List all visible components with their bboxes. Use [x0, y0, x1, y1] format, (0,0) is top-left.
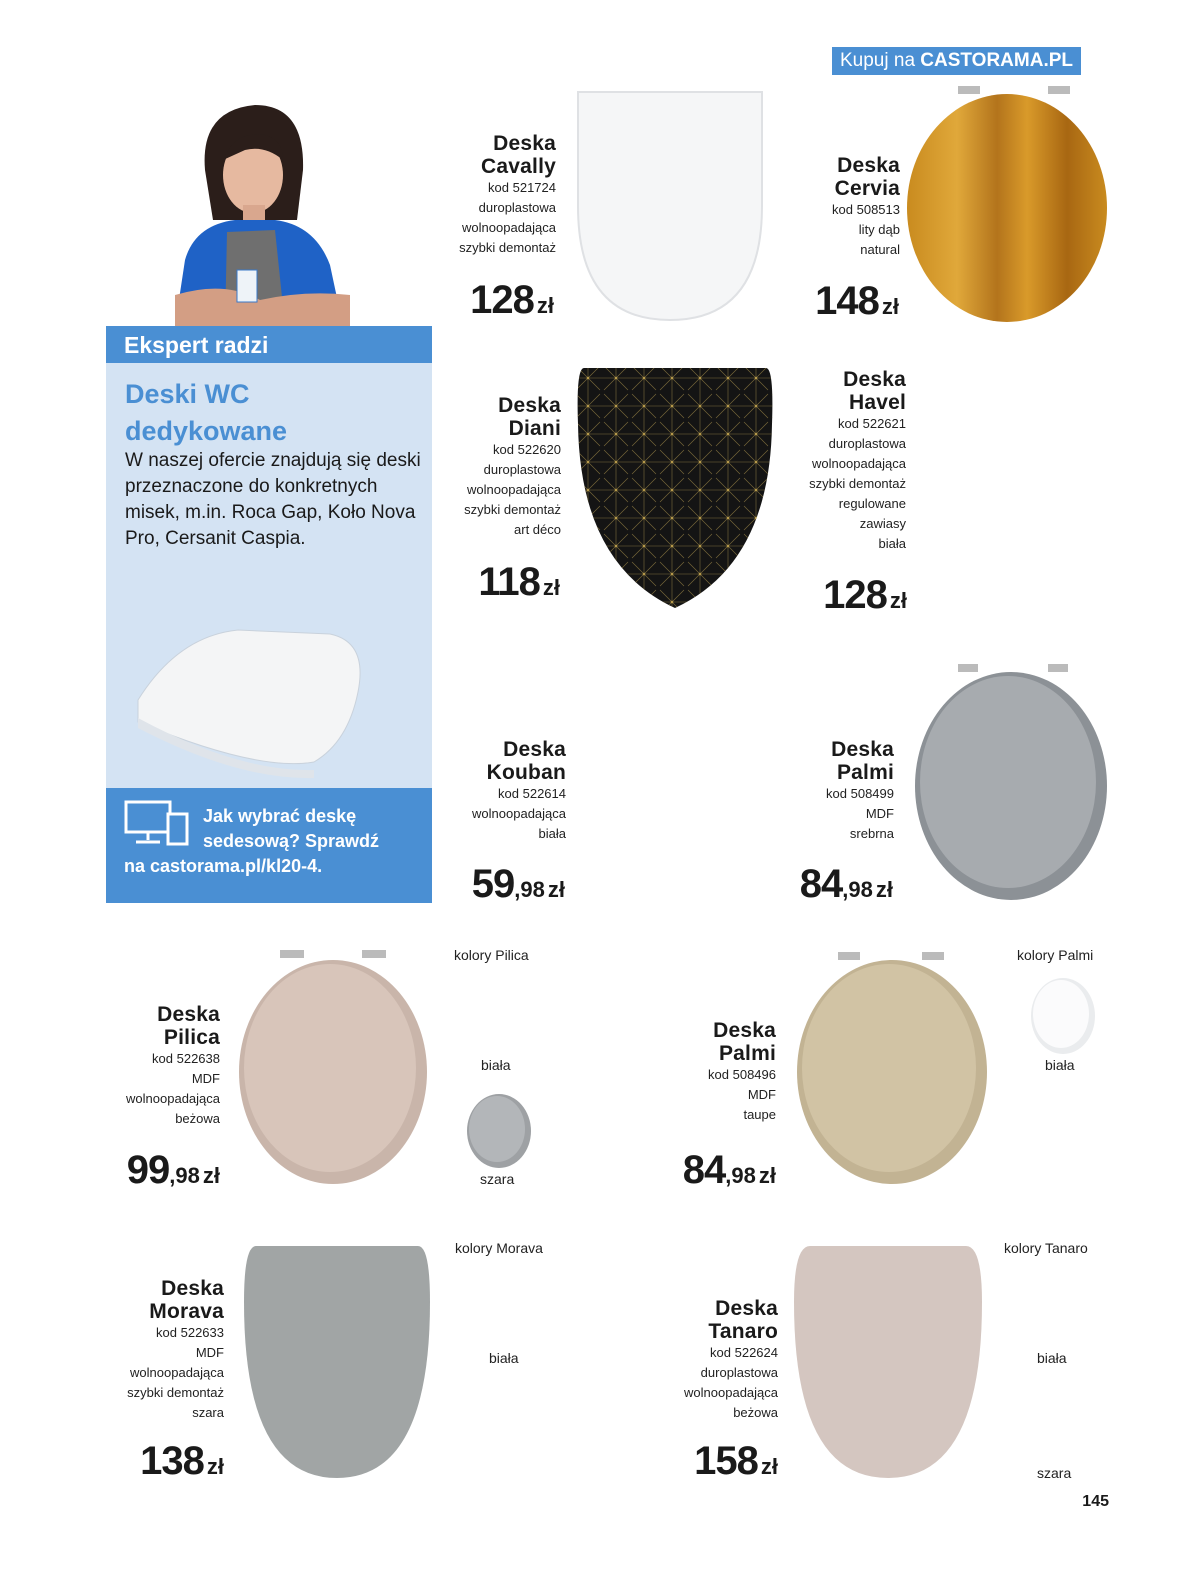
product-detail: art déco [514, 522, 561, 537]
price-pilica [127, 1148, 220, 1193]
badge-prefix: Kupuj na [840, 50, 921, 71]
product-tanaro[interactable] [684, 1297, 778, 1423]
price-cervia [815, 279, 899, 324]
color-option-morava-1: biała [489, 1350, 519, 1366]
seat-image-palmi-silver [912, 662, 1110, 904]
price-currency: zł [547, 877, 565, 902]
product-detail: wolnoopadająca [130, 1365, 224, 1380]
product-detail: szybki demontaż [464, 502, 561, 517]
page-number: 145 [1082, 1493, 1109, 1510]
price-decimal: ,98 [514, 877, 545, 902]
seat-image-palmi-taupe [794, 950, 990, 1188]
product-detail: beżowa [175, 1111, 220, 1126]
product-detail: beżowa [733, 1405, 778, 1420]
product-detail: MDF [191, 1071, 220, 1086]
product-detail: wolnoopadająca [126, 1091, 220, 1106]
dedicated-seat-image [118, 622, 378, 782]
product-detail: MDF [865, 806, 894, 821]
price-integer: 99 [126, 1148, 170, 1192]
price-havel [823, 573, 907, 618]
product-name: Deska [493, 132, 556, 155]
product-cervia[interactable] [832, 154, 900, 260]
product-code: kod 522620 [493, 442, 561, 457]
product-detail: srebrna [849, 826, 894, 841]
product-detail: zawiasy [859, 516, 906, 531]
price-currency: zł [202, 1163, 220, 1188]
colors-label-tanaro: kolory Tanaro [1004, 1240, 1088, 1256]
product-detail: wolnoopadająca [467, 482, 561, 497]
expert-body: W naszej ofercie znajdują się deski przeznaczone do konkretnych misek, m.in. Roca Gap, Koło Nova Pro, Cersanit Caspia. [125, 450, 421, 549]
seat-image-cavally [570, 86, 770, 324]
seat-image-cervia [904, 84, 1110, 324]
price-palmi-silver [800, 862, 893, 907]
price-integer: 59 [471, 862, 515, 906]
product-detail: lity dąb [858, 222, 900, 237]
product-name: Kouban [486, 761, 566, 784]
product-diani[interactable] [464, 394, 561, 540]
product-detail: MDF [195, 1345, 224, 1360]
seat-image-pilica [236, 948, 430, 1188]
color-swatch-pilica-grey[interactable] [464, 1090, 534, 1170]
colors-label-morava: kolory Morava [455, 1240, 543, 1256]
price-integer: 84 [682, 1148, 726, 1192]
price-tanaro [694, 1439, 778, 1484]
product-detail: duroplastowa [478, 200, 556, 215]
product-name: Deska [843, 368, 906, 391]
product-detail: duroplastowa [700, 1365, 778, 1380]
product-code: kod 522621 [838, 416, 906, 431]
product-morava[interactable] [127, 1277, 224, 1423]
product-detail: biała [538, 826, 566, 841]
footer-line-3: na castorama.pl/kl20-4. [124, 856, 323, 876]
price-integer: 138 [140, 1439, 204, 1483]
expert-advice-box [106, 326, 432, 903]
price-cavally [470, 278, 554, 323]
price-currency: zł [889, 588, 907, 613]
price-integer: 128 [470, 278, 534, 322]
product-code: kod 521724 [488, 180, 556, 195]
product-detail: duroplastowa [828, 436, 906, 451]
price-decimal: ,98 [725, 1163, 756, 1188]
price-kouban [472, 862, 565, 907]
product-code: kod 522624 [710, 1345, 778, 1360]
product-code: kod 522638 [152, 1051, 220, 1066]
expert-title: Deski WC dedykowane [125, 379, 288, 446]
product-name: Deska [831, 738, 894, 761]
product-detail: wolnoopadająca [472, 806, 566, 821]
colors-label-pilica: kolory Pilica [454, 947, 529, 963]
price-integer: 148 [815, 279, 879, 323]
shop-online-badge[interactable] [832, 47, 1081, 75]
product-detail: szara [192, 1405, 224, 1420]
expert-footer-link[interactable] [106, 788, 432, 903]
price-currency: zł [758, 1163, 776, 1188]
price-decimal: ,98 [842, 877, 873, 902]
product-palmi-taupe[interactable] [708, 1019, 776, 1125]
product-havel[interactable] [809, 368, 906, 554]
price-integer: 128 [823, 573, 887, 617]
color-option-palmi-1: biała [1045, 1057, 1075, 1073]
color-option-pilica-1: biała [481, 1057, 511, 1073]
product-detail: natural [860, 242, 900, 257]
product-name: Deska [503, 738, 566, 761]
price-currency: zł [881, 294, 899, 319]
product-cavally[interactable] [459, 132, 556, 258]
product-name: Cavally [481, 155, 556, 178]
product-detail: wolnoopadająca [812, 456, 906, 471]
product-name: Diani [508, 417, 561, 440]
product-detail: biała [878, 536, 906, 551]
product-name: Deska [157, 1003, 220, 1026]
price-currency: zł [760, 1454, 778, 1479]
price-decimal: ,98 [169, 1163, 200, 1188]
footer-line-2: sedesową? Sprawdź [203, 831, 380, 851]
product-code: kod 508499 [826, 786, 894, 801]
product-code: kod 522614 [498, 786, 566, 801]
price-integer: 84 [799, 862, 843, 906]
product-name: Havel [848, 391, 906, 414]
seat-image-tanaro [790, 1242, 986, 1482]
product-code: kod 508496 [708, 1067, 776, 1082]
color-option-pilica-2: szara [480, 1171, 515, 1187]
price-currency: zł [206, 1454, 224, 1479]
color-option-tanaro-1: biała [1037, 1350, 1067, 1366]
product-name: Deska [837, 154, 900, 177]
price-integer: 158 [694, 1439, 758, 1483]
price-currency: zł [536, 293, 554, 318]
product-name: Palmi [836, 761, 894, 784]
color-option-tanaro-2: szara [1037, 1465, 1072, 1481]
product-name: Deska [713, 1019, 776, 1042]
product-detail: duroplastowa [483, 462, 561, 477]
product-detail: szybki demontaż [809, 476, 906, 491]
colors-label-palmi: kolory Palmi [1017, 947, 1094, 963]
product-detail: szybki demontaż [127, 1385, 224, 1400]
product-detail: wolnoopadająca [462, 220, 556, 235]
product-name: Deska [161, 1277, 224, 1300]
product-name: Pilica [163, 1026, 220, 1049]
product-detail: szybki demontaż [459, 240, 556, 255]
product-name: Cervia [834, 177, 900, 200]
product-code: kod 522633 [156, 1325, 224, 1340]
product-palmi-silver[interactable] [826, 738, 894, 844]
expert-photo [165, 100, 365, 326]
price-diani [478, 560, 560, 605]
product-name: Morava [149, 1300, 224, 1323]
product-name: Deska [715, 1297, 778, 1320]
expert-header: Ekspert radzi [106, 326, 432, 363]
badge-brand: CASTORAMA.PL [920, 50, 1074, 71]
product-name: Tanaro [708, 1320, 778, 1343]
price-integer: 118 [478, 560, 540, 604]
seat-image-morava [240, 1242, 434, 1482]
product-detail: regulowane [838, 496, 906, 511]
product-detail: MDF [747, 1087, 776, 1102]
product-code: kod 508513 [832, 202, 900, 217]
price-palmi-taupe [683, 1148, 776, 1193]
product-name: Deska [498, 394, 561, 417]
price-currency: zł [875, 877, 893, 902]
product-detail: wolnoopadająca [684, 1385, 778, 1400]
product-detail: taupe [743, 1107, 776, 1122]
color-swatch-palmi-white[interactable] [1028, 972, 1098, 1056]
seat-image-diani [574, 364, 776, 612]
product-name: Palmi [718, 1042, 776, 1065]
product-pilica[interactable] [126, 1003, 220, 1129]
price-morava [140, 1439, 224, 1484]
footer-line-1: Jak wybrać deskę [203, 806, 357, 826]
price-currency: zł [542, 575, 560, 600]
product-kouban[interactable] [472, 738, 566, 844]
